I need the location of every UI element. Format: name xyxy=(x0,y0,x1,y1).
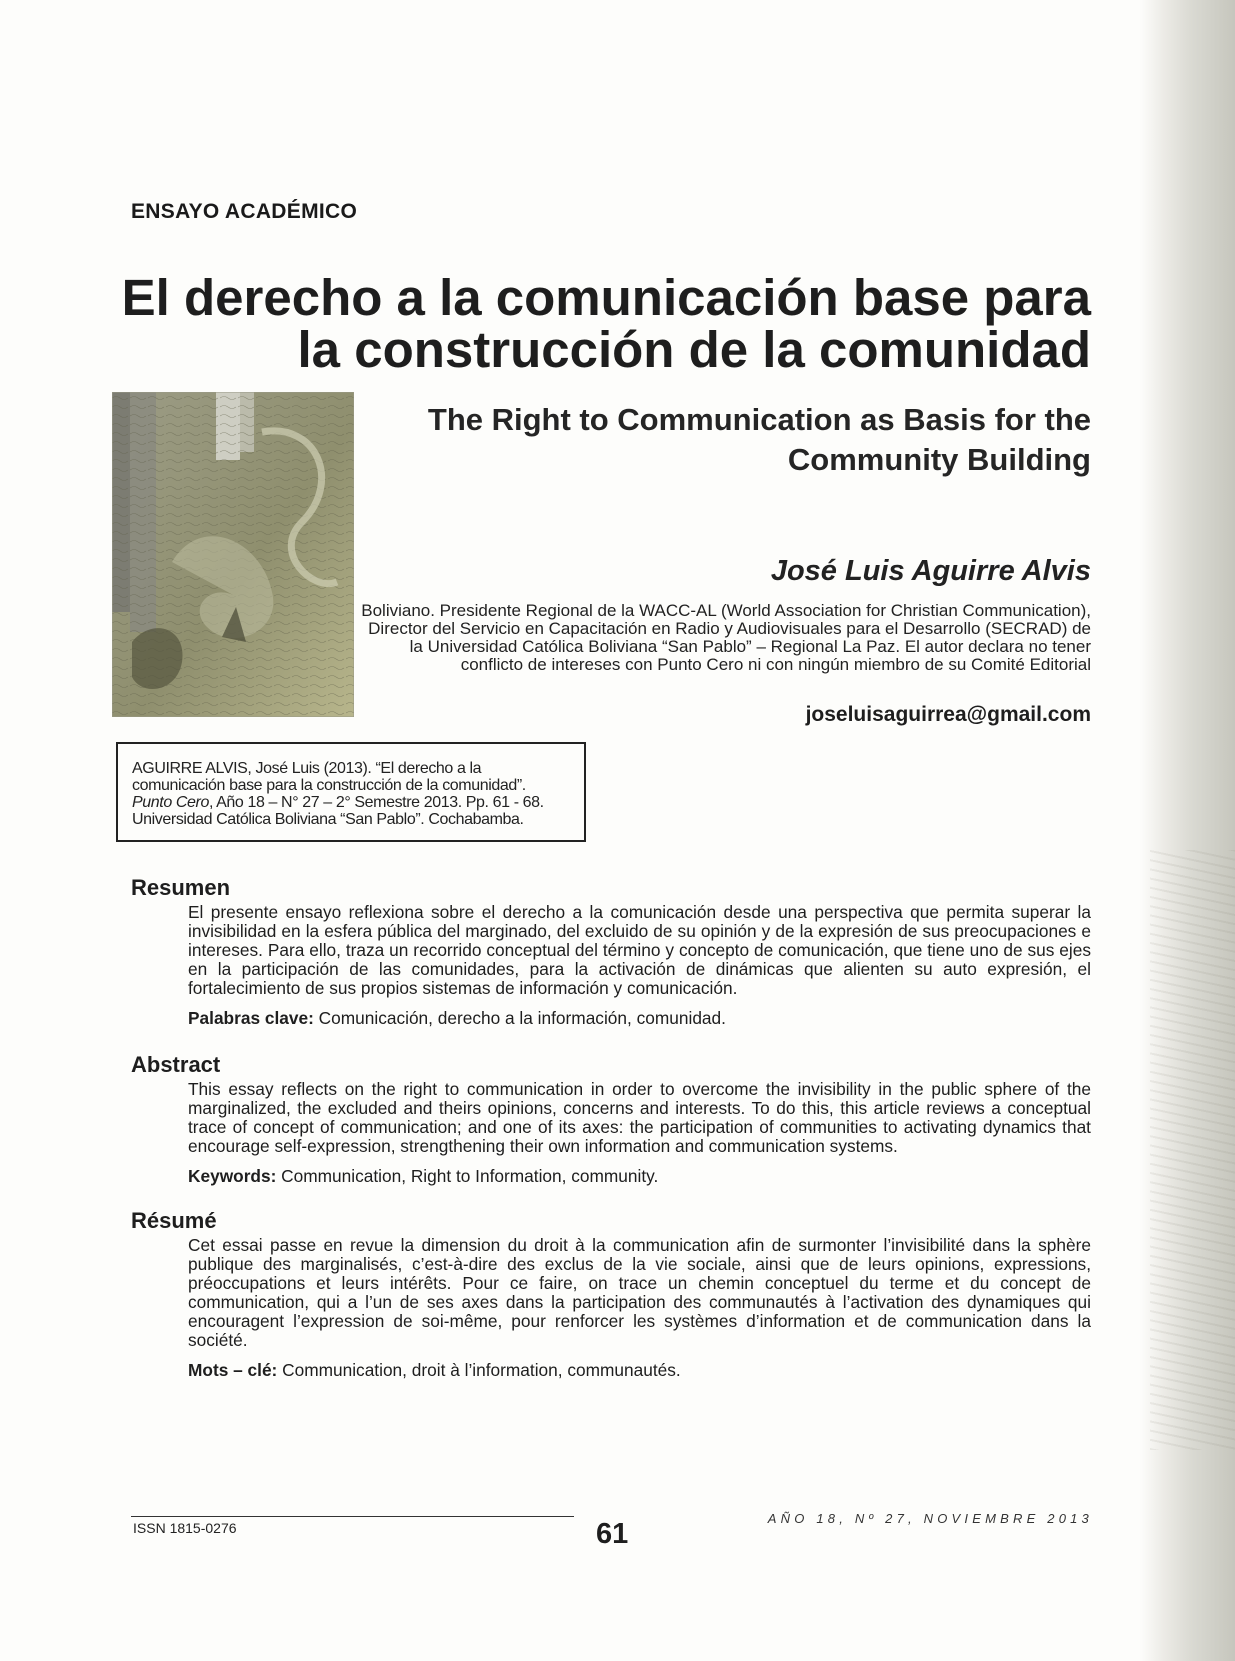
abstract-heading: Resumen xyxy=(131,875,231,900)
keywords-list: Communication, Right to Information, community. xyxy=(276,1166,659,1186)
citation-box xyxy=(116,742,586,842)
author-name: José Luis Aguirre Alvis xyxy=(770,555,1091,587)
article-title-english: The Right to Communication as Basis for the Community Building xyxy=(427,402,1091,477)
page-number: 61 xyxy=(596,1518,629,1550)
keywords xyxy=(188,1360,1091,1381)
article-title-spanish: El derecho a la comunicación base para la construcción de la comunidad xyxy=(121,269,1091,378)
keywords-label: Keywords: xyxy=(188,1166,277,1186)
decorative-artwork xyxy=(112,392,354,717)
keywords xyxy=(188,1166,1091,1187)
abstract-section-resumen xyxy=(131,875,1091,1029)
footer-divider xyxy=(131,1516,574,1517)
abstract-heading: Résumé xyxy=(131,1208,217,1233)
section-label: ENSAYO ACADÉMICO xyxy=(131,200,358,223)
abstract-body: Cet essai passe en revue la dimension du droit à la communication afin de surmonter l’invisibilité dans la sphère publique des marginalisés, c’est-à-dire des exclus de la vie sociale, ainsi que de leurs opinions, expressions, préoccupations et leurs intérêts. Pour ce faire, on trace un chemin conceptuel du terme et du concept de communication, qui a l’un de ses axes dans la participation des communautés à l’activation des dynamiques qui encouragent l’expression de soi-même, pour renforcer les systèmes d’information et de communication dans la société. xyxy=(188,1235,1091,1350)
keywords-label: Mots – clé: xyxy=(188,1360,278,1380)
issue-info: AÑO 18, Nº 27, NOVIEMBRE 2013 xyxy=(767,1511,1093,1526)
citation-journal: Punto Cero xyxy=(132,794,209,811)
abstract-section-abstract xyxy=(131,1052,1091,1187)
citation-text-end: , Año 18 – N° 27 – 2° Semestre 2013. Pp. 61 - 68. Universidad Católica Boliviana “San Pablo”. Cochabamba. xyxy=(132,794,544,828)
abstract-body: This essay reflects on the right to communication in order to overcome the invisibility in the public sphere of the marginalized, the excluded and theirs opinions, concerns and interests. To do this, this article reviews a conceptual trace of concept of communication; and one of its axes: the participation of communities to activating dynamics that encourage self-expression, strengthening their own information and communication systems. xyxy=(188,1079,1091,1156)
abstract-section-resume xyxy=(131,1208,1091,1381)
abstract-heading: Abstract xyxy=(131,1052,221,1077)
keywords-list: Communication, droit à l’information, communautés. xyxy=(277,1360,681,1380)
keywords-list: Comunicación, derecho a la información, comunidad. xyxy=(313,1008,726,1028)
author-email[interactable]: joseluisaguirrea@gmail.com xyxy=(805,703,1091,726)
abstract-body: El presente ensayo reflexiona sobre el derecho a la comunicación desde una perspectiva que permita superar la invisibilidad en la esfera pública del marginado, del excluido de su opinión y de la expresión de sus preocupaciones e intereses. Para ello, traza un recorrido conceptual del término y concepto de comunicación, que tiene uno de sus ejes en la participación de las comunidades, para la activación de dinámicas que alienten su auto expresión, el fortalecimiento de sus propios sistemas de información y comunicación. xyxy=(188,902,1091,998)
page-edge-texture xyxy=(1140,0,1235,1661)
keywords xyxy=(188,1008,1091,1029)
issn: ISSN 1815-0276 xyxy=(133,1520,237,1536)
citation-text-start: AGUIRRE ALVIS, José Luis (2013). “El derecho a la comunicación base para la construcción de la comunidad”. xyxy=(132,760,526,794)
author-bio: Boliviano. Presidente Regional de la WACC-AL (World Association for Christian Communication), Director del Servicio en Capacitación en Radio y Audiovisuales para el Desarrollo (SECRAD) de la Universidad Católica Boliviana “San Pablo” – Regional La Paz. El autor declara no tener conflicto de intereses con Punto Cero ni con ningún miembro de su Comité Editorial xyxy=(361,601,1091,674)
keywords-label: Palabras clave: xyxy=(188,1008,314,1028)
